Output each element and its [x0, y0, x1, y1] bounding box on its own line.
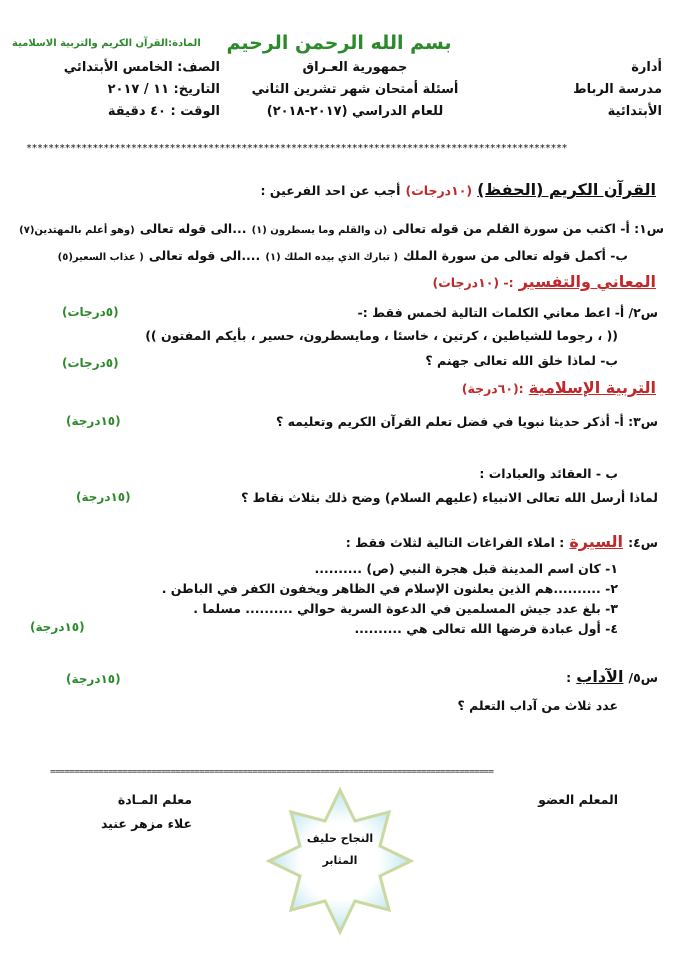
- seerah-title: السيرة: [569, 532, 624, 551]
- quran-title: القرآن الكريم (الحفظ): [477, 180, 656, 199]
- exam-title: أسئلة أمتحان شهر تشرين الثاني: [251, 82, 459, 97]
- q1b-end: ( عذاب السعير(٥): [57, 252, 144, 263]
- school-level: الأبتدائية: [607, 104, 662, 119]
- badge-line-1: النجاح حليف: [306, 832, 374, 845]
- seerah-item-1: ١- كان اسم المدينة قبل هجرة النبي (ص) ..........: [314, 561, 618, 576]
- q3a-marks: (١٥درجة): [66, 414, 121, 428]
- seerah-item-4: ٤- أول عبادة فرضها الله تعالى هي ..........: [354, 621, 618, 636]
- teacher-name: علاء مزهر عنيد: [100, 816, 192, 831]
- double-line-separator: ============================================================================================: [50, 770, 494, 775]
- question-5: [566, 667, 658, 686]
- q2b-marks: (٥درجات): [62, 356, 119, 370]
- words-list: (( ، رجوما للشياطين ، كرتين ، خاسئا ، ومايسطرون، حسير ، بأيكم المفتون )): [145, 328, 618, 343]
- q1a-main: س١: أ- اكتب من سورة القلم من قوله تعالى: [392, 221, 664, 236]
- basmala: بسم الله الرحمن الرحيم: [226, 32, 452, 54]
- subject-label: المادة:القرآن الكريم والتربية الاسلامية: [12, 38, 201, 49]
- q2a-marks: (٥درجات): [62, 305, 119, 319]
- q1b-mid: ....الى قوله تعالى: [148, 248, 261, 263]
- islamic-marks: :(٦٠درجة): [461, 381, 524, 396]
- q3b-marks: (١٥درجة): [76, 490, 131, 504]
- quran-marks: (١٠درجات): [405, 183, 473, 198]
- q1b-verse: ( تبارك الذي بيده الملك (١): [265, 252, 399, 263]
- question-1a: [19, 218, 664, 237]
- question-3a: س٣: أ- أذكر حديثا نبويا في فضل تعلم القرآن الكريم وتعليمه ؟: [275, 414, 658, 429]
- manners-title: الآداب: [576, 667, 624, 686]
- grade-class: الصف: الخامس الأبتدائي: [63, 60, 220, 75]
- meanings-section-heading: [433, 272, 657, 291]
- question-2a: س٢/ أ- اعط معاني الكلمات التالية لخمس فقط :-: [357, 305, 658, 320]
- beliefs-title: ب - العقائد والعبادات :: [479, 466, 618, 481]
- member-teacher-label: المعلم العضو: [538, 792, 618, 807]
- seerah-item-3: ٣- بلغ عدد جيش المسلمين في الدعوة السرية حوالي .......... مسلما .: [193, 601, 618, 616]
- q5-prefix: س٥/: [628, 670, 658, 685]
- q1a-verse: (ن والقلم وما يسطرون (١): [251, 225, 388, 236]
- islamic-section-heading: [462, 378, 656, 397]
- exam-date: التاريخ: ١١ / ٢٠١٧: [107, 82, 220, 97]
- q4-marks: (١٥درجة): [30, 620, 85, 634]
- q1a-end: (وهو أعلم بالمهتدين(٧): [19, 225, 135, 236]
- question-2b: ب- لماذا خلق الله تعالى جهنم ؟: [425, 353, 618, 368]
- meanings-marks: :- (١٠درجات): [432, 275, 514, 290]
- academic-year: للعام الدراسي (٢٠١٧-٢٠١٨): [266, 104, 444, 119]
- school-name: مدرسة الرباط: [573, 82, 662, 97]
- country-name: جمهورية العـراق: [302, 60, 408, 75]
- admin-label: أدارة: [631, 60, 662, 75]
- islamic-title: التربية الإسلامية: [528, 378, 656, 397]
- meanings-title: المعاني والتفسير: [518, 272, 656, 291]
- seerah-item-2: ٢- ..........هم الذين يعلنون الإسلام في الظاهر ويخفون الكفر في الباطن .: [161, 581, 618, 596]
- exam-time: الوقت : ٤٠ دقيقة: [107, 104, 220, 119]
- quran-instruction: أجب عن احد الفرعين :: [260, 183, 401, 198]
- seerah-instruction: : املاء الفراغات التالية لثلاث فقط :: [345, 535, 565, 550]
- question-4: [346, 532, 658, 551]
- badge-line-2: المثابر: [322, 854, 358, 867]
- manners-colon: :: [566, 670, 572, 685]
- manners-question: عدد ثلاث من آداب التعلم ؟: [457, 698, 618, 713]
- star-separator: **************************************************************************************************: [26, 143, 568, 154]
- subject-teacher-label: معلم المـادة: [117, 792, 192, 807]
- q1b-main: ب- أكمل قوله تعالى من سورة الملك: [403, 248, 628, 263]
- q4-prefix: س٤:: [628, 535, 658, 550]
- q5-marks: (١٥درجة): [66, 672, 121, 686]
- q1a-mid: ...الى قوله تعالى: [139, 221, 247, 236]
- question-1b: [58, 245, 628, 264]
- quran-section-heading: [261, 180, 656, 199]
- question-3b: لماذا أرسل الله تعالى الانبياء (عليهم السلام) وضح ذلك بثلاث نقاط ؟: [241, 490, 658, 505]
- motto-star-badge: [265, 786, 415, 936]
